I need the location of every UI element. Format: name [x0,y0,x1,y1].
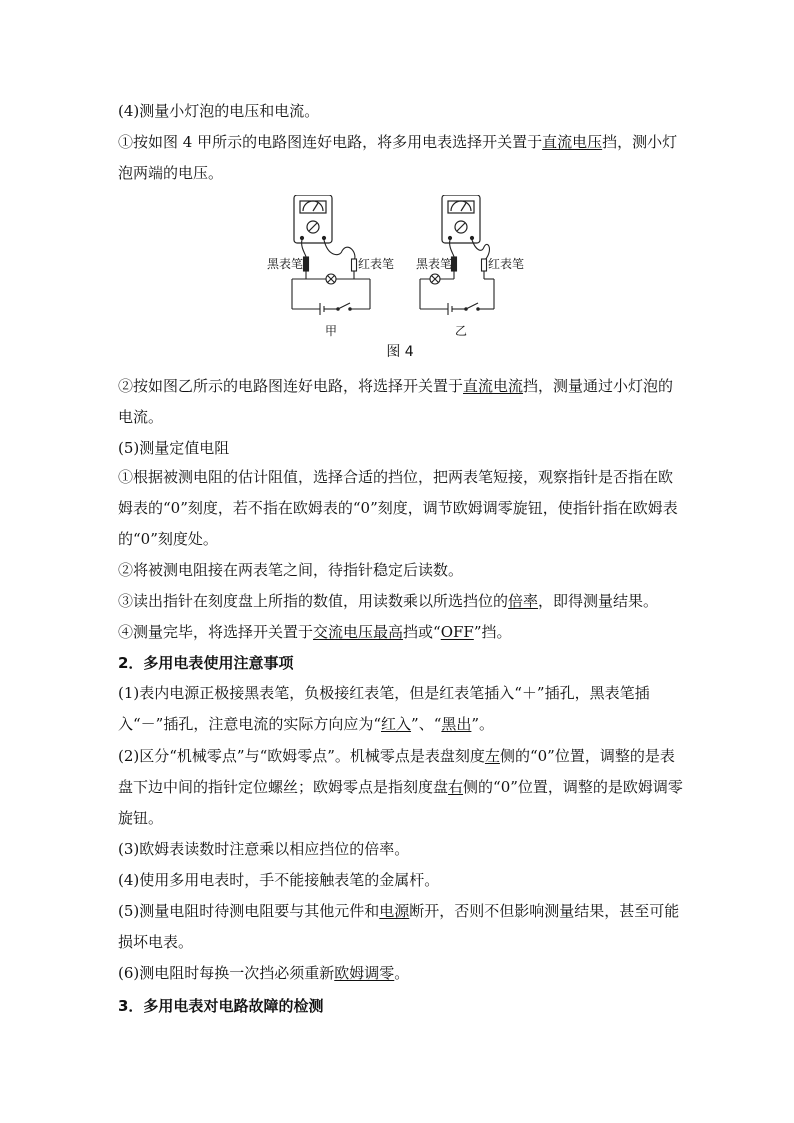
left-black-probe-label: 黑表笔 [267,257,304,271]
section4-title: (4)测量小灯泡的电压和电流。 [118,102,320,120]
section5-step4 [118,617,683,648]
figure-caption: 图 4 [386,344,414,360]
right-red-probe-label: 红表笔 [488,257,525,271]
note-1 [118,678,683,740]
step3-text-pre: ③读出指针在刻度盘上所指的数值，用读数乘以所选挡位的 [118,592,509,610]
note6-underlined: 欧姆调零 [334,964,395,982]
section4-step2 [118,371,683,433]
step3-underlined: 倍率 [508,592,539,610]
meter-left-icon [294,195,332,243]
note1-text-pre: (1)表内电源正极接黑表笔，负极接红表笔，但是红表笔插入“＋”插孔，黑表笔插入“－”插孔，注意电流的实际方向应为“ [118,684,650,733]
step4-underlined-1: 交流电压最高 [313,623,404,641]
note2-text-a: (2)区分“机械零点”与“欧姆零点”。机械零点是表盘刻度 [118,747,485,765]
right-caption: 乙 [455,324,468,338]
right-black-probe-label: 黑表笔 [416,257,453,271]
note1-underlined-2: 黑出 [441,715,472,733]
note-6 [118,958,683,989]
note-4: (4)使用多用电表时，手不能接触表笔的金属杆。 [118,871,440,889]
step1-underlined: 直流电压 [542,133,603,151]
step2-underlined: 直流电流 [463,377,524,395]
note2-underlined-2: 右 [448,778,464,796]
note6-text-post: 。 [394,964,410,982]
step4-text-mid: 挡或“ [403,623,441,641]
circuit-diagram [262,195,532,365]
step3-text-post: ，即得测量结果。 [538,592,659,610]
step1-text-post: 挡，测小灯泡两端的电压。 [118,133,678,182]
note2-underlined-1: 左 [484,747,500,765]
step4-text-pre: ④测量完毕，将选择开关置于 [118,623,314,641]
section5-title: (5)测量定值电阻 [118,439,230,457]
section5-step2: ②将被测电阻接在两表笔之间，待指针稳定后读数。 [118,561,464,579]
note1-text-mid: ”、“ [411,715,442,733]
step2-text-pre: ②按如图乙所示的电路图连好电路，将选择开关置于 [118,377,464,395]
step4-text-post: ”挡。 [473,623,512,641]
note2-text-b: 侧的“0”位置，调整的是表盘下边中间的指针定位螺丝；欧姆零点是指刻度盘 [118,747,675,796]
step2-text-post: 挡，测量通过小灯泡的电流。 [118,377,674,426]
note5-text-post: 断开，否则不但影响测量结果，甚至可能损坏电表。 [118,902,680,951]
step4-underlined-2: OFF [440,623,474,641]
heading-fault-detection: 3．多用电表对电路故障的检测 [118,997,324,1015]
note5-underlined: 电源 [379,902,410,920]
note-2 [118,741,683,834]
meter-right-icon [442,195,480,243]
left-red-probe-label: 红表笔 [358,257,395,271]
note-5 [118,896,683,958]
section5-step3 [118,586,683,617]
step1-text-pre: ①按如图 4 甲所示的电路图连好电路，将多用电表选择开关置于 [118,133,543,151]
note5-text-pre: (5)测量电阻时待测电阻要与其他元件和 [118,902,380,920]
note6-text-pre: (6)测电阻时每换一次挡必须重新 [118,964,335,982]
note-3: (3)欧姆表读数时注意乘以相应挡位的倍率。 [118,840,410,858]
note1-text-post: ”。 [471,715,495,733]
section4-step1 [118,127,683,189]
left-caption: 甲 [325,324,338,338]
heading-usage-notes: 2．多用电表使用注意事项 [118,654,294,672]
note2-text-c: 侧的“0”位置，调整的是欧姆调零旋钮。 [118,778,683,827]
section5-step1: ①根据被测电阻的估计阻值，选择合适的挡位，把两表笔短接，观察指针是否指在欧姆表的“0”刻度，若不指在欧姆表的“0”刻度，调节欧姆调零旋钮，使指针指在欧姆表的“0”刻度处。 [118,468,678,548]
note1-underlined-1: 红入 [381,715,412,733]
circuit-figure [262,195,532,365]
